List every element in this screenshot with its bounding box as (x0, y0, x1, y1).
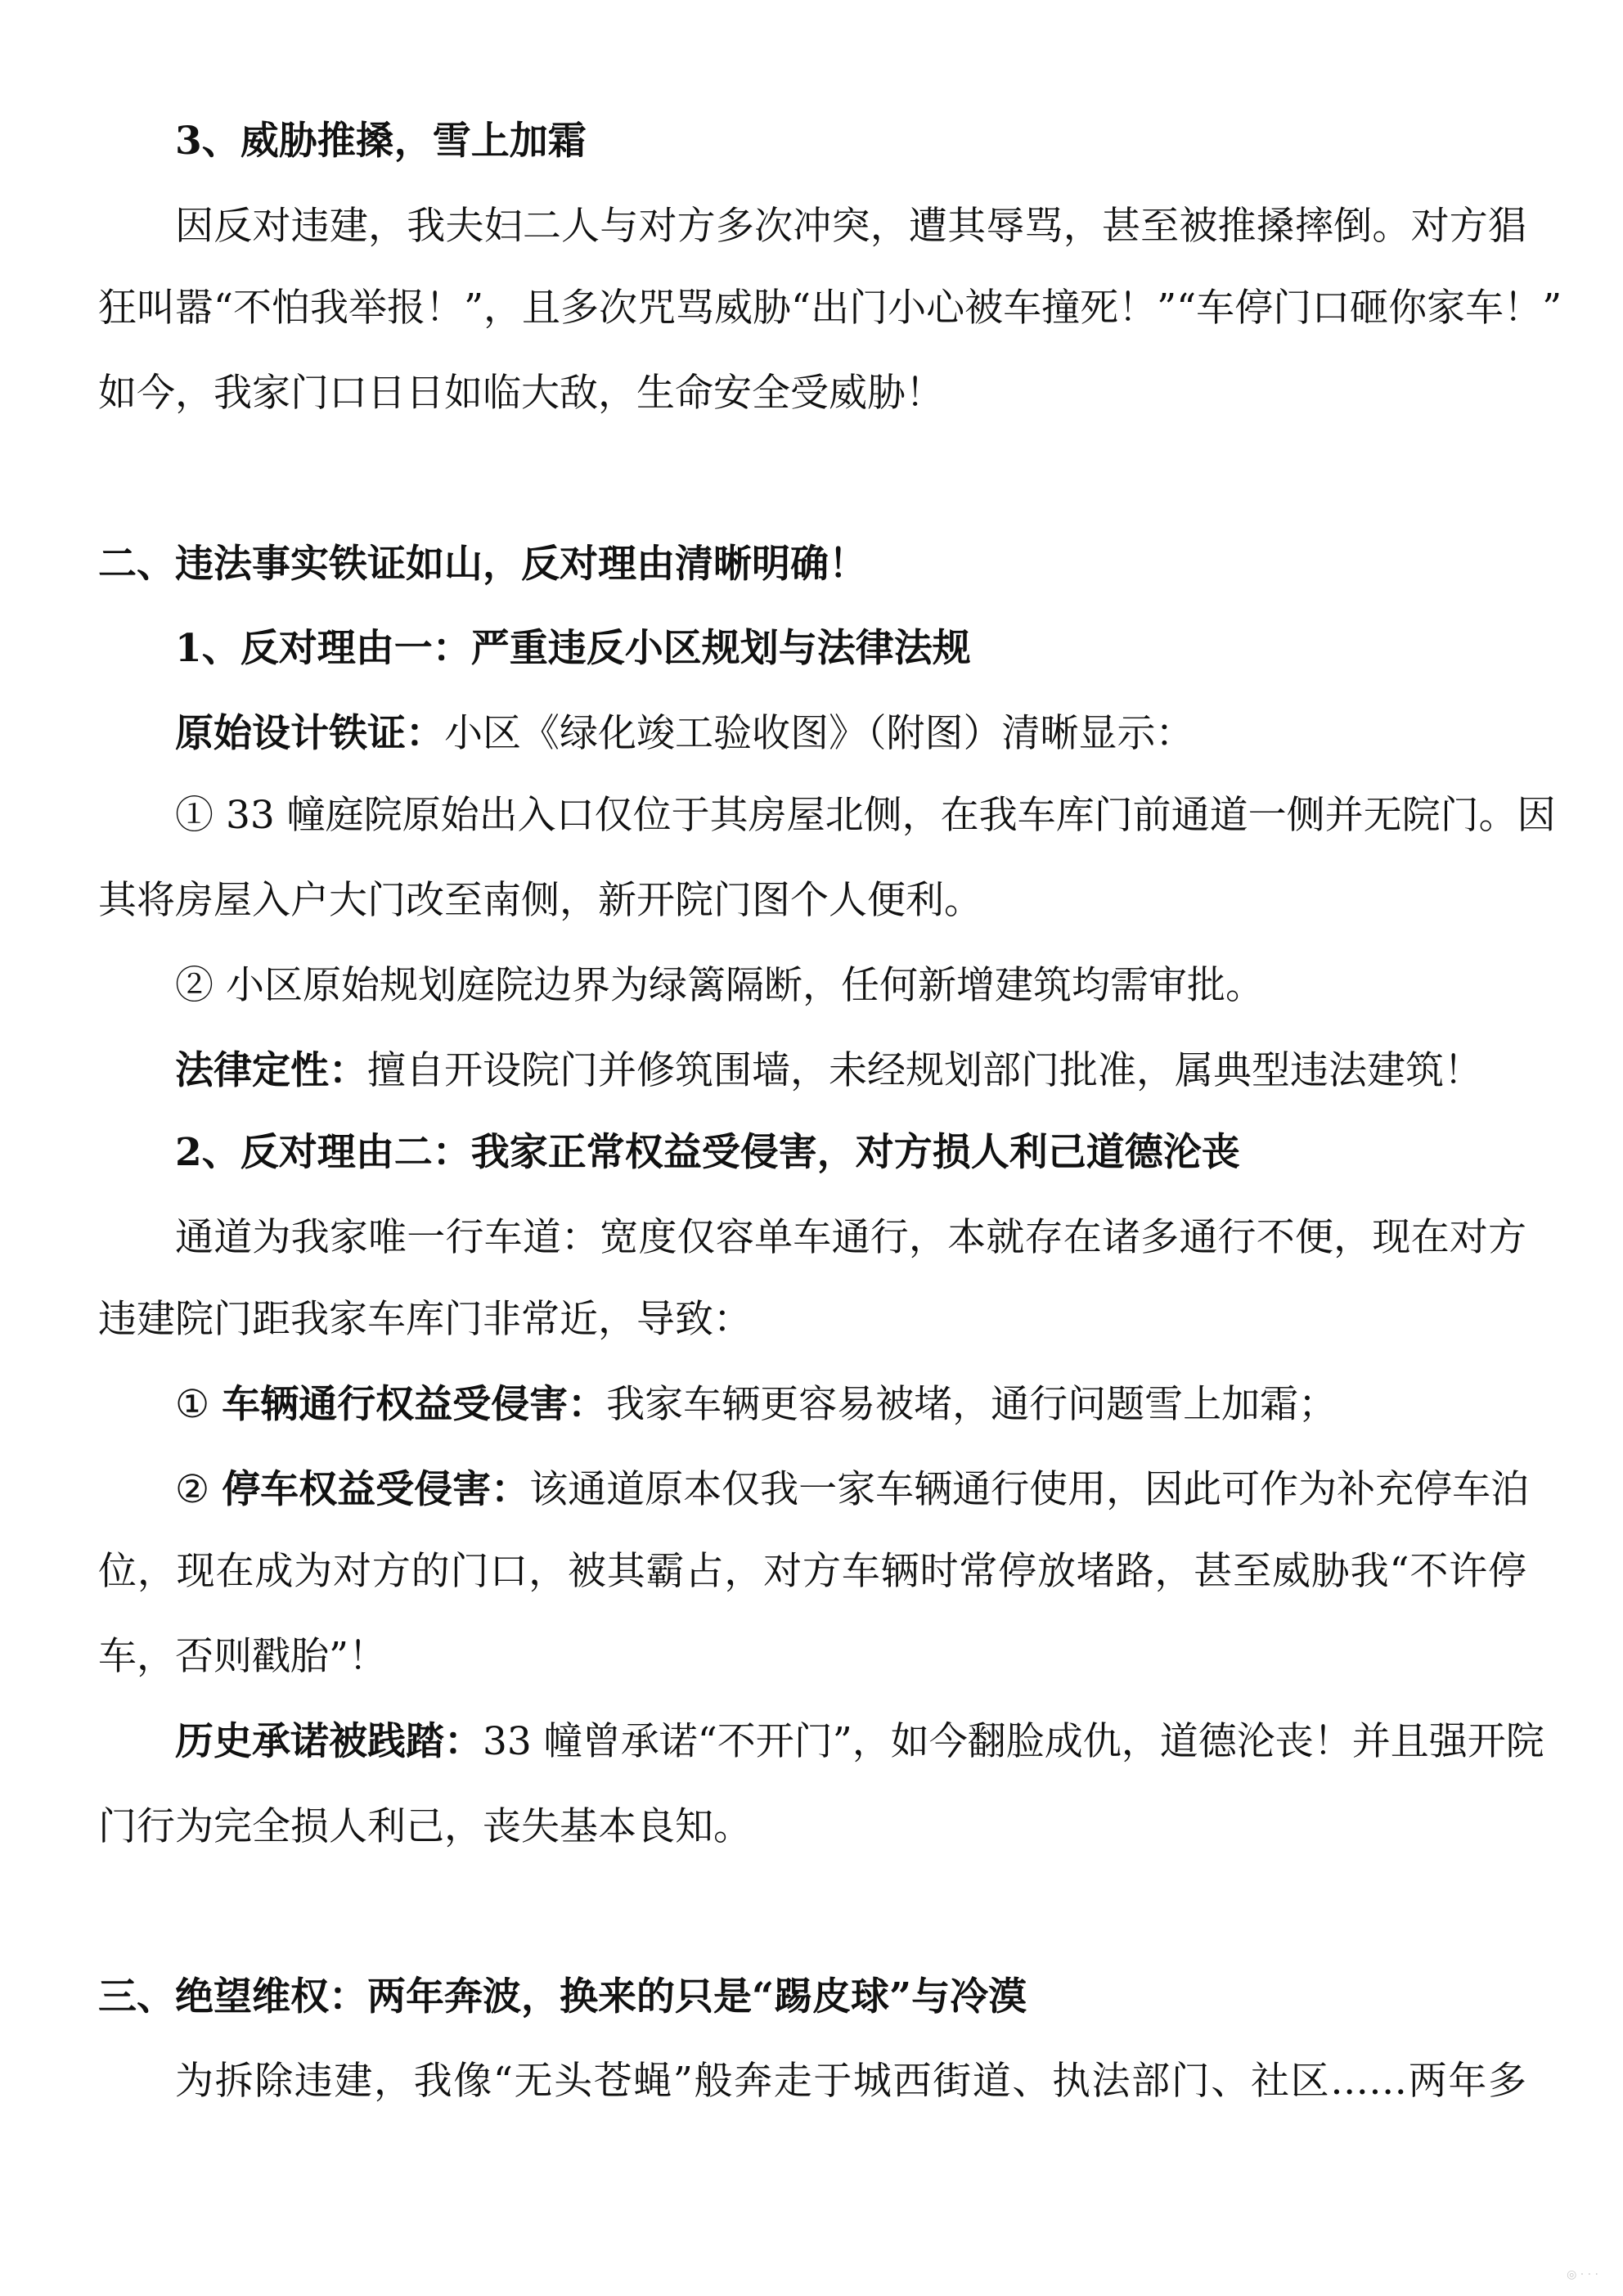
promise-text: 33 幢曾承诺“不开门”，如今翻脸成仇，道德沦丧！并且强开院 (483, 1719, 1544, 1764)
list-number: ① (175, 1382, 223, 1427)
paragraph-line: 因反对违建，我夫妇二人与对方多次冲突，遭其辱骂，甚至被推搡摔倒。对方猖 (175, 204, 1526, 249)
watermark-logo: ◎ · · · (1567, 2268, 1598, 2281)
design-evidence-text: 小区《绿化竣工验收图》（附图）清晰显示： (444, 711, 1194, 756)
section-heading-three: 三、绝望维权：两年奔波，换来的只是“踢皮球”与冷漠 (98, 1974, 1027, 2019)
vehicle-rights-text: 我家车辆更容易被堵，通行问题雪上加霜； (606, 1382, 1338, 1427)
parking-rights-label: 停车权益受侵害： (222, 1467, 530, 1512)
list-item-line: ② 小区原始规划庭院边界为绿篱隔断，任何新增建筑均需审批。 (175, 963, 1264, 1008)
legal-nature-text: 擅自开设院门并修筑围墙，未经规划部门批准，属典型违法建筑！ (367, 1048, 1482, 1093)
legal-nature-label: 法律定性： (175, 1048, 367, 1093)
list-item-line: 其将房屋入户大门改至南侧，新开院门图个人便利。 (98, 878, 982, 923)
paragraph-line: 如今，我家门口日日如临大敌，生命安全受威胁！ (98, 371, 944, 416)
subsection-heading-reason2: 2、反对理由二：我家正常权益受侵害，对方损人利己道德沦丧 (175, 1130, 1240, 1175)
subsection-heading-threat: 3、威胁推搡，雪上加霜 (175, 119, 587, 164)
paragraph-line: 违建院门距我家车库门非常近，导致： (98, 1297, 752, 1342)
promise-line (175, 1717, 1544, 1767)
paragraph-line: 位，现在成为对方的门口，被其霸占，对方车辆时常停放堵路，甚至威胁我“不许停 (98, 1549, 1526, 1594)
legal-nature-line (175, 1047, 1482, 1096)
list-number: ② (175, 1467, 223, 1512)
section-heading-two: 二、违法事实铁证如山，反对理由清晰明确！ (98, 542, 867, 587)
paragraph-line: 门行为完全损人利己，丧失基本良知。 (98, 1804, 752, 1849)
paragraph-line: 为拆除违建，我像“无头苍蝇”般奔走于城西街道、执法部门、社区……两年多 (175, 2059, 1526, 2104)
list-item-line: ① 33 幢庭院原始出入口仅位于其房屋北侧，在我车库门前通道一侧并无院门。因 (175, 793, 1556, 838)
paragraph-line: 狂叫嚣“不怕我举报！”，且多次咒骂威胁“出门小心被车撞死！”“车停门口砸你家车！” (98, 286, 1562, 331)
parking-rights-text: 该通道原本仅我一家车辆通行使用，因此可作为补充停车泊 (529, 1467, 1530, 1512)
design-evidence-label: 原始设计铁证： (175, 711, 444, 756)
paragraph-line: 车，否则戳胎”！ (98, 1634, 388, 1679)
subsection-heading-reason1: 1、反对理由一：严重违反小区规划与法律法规 (175, 626, 971, 671)
parking-rights-line (175, 1465, 1529, 1515)
design-evidence-line (175, 709, 1194, 759)
vehicle-rights-line (175, 1380, 1337, 1429)
vehicle-rights-label: 车辆通行权益受侵害： (222, 1382, 607, 1427)
promise-label: 历史承诺被践踏： (175, 1719, 483, 1764)
paragraph-line: 通道为我家唯一行车道：宽度仅容单车通行，本就存在诸多通行不便，现在对方 (175, 1215, 1526, 1260)
